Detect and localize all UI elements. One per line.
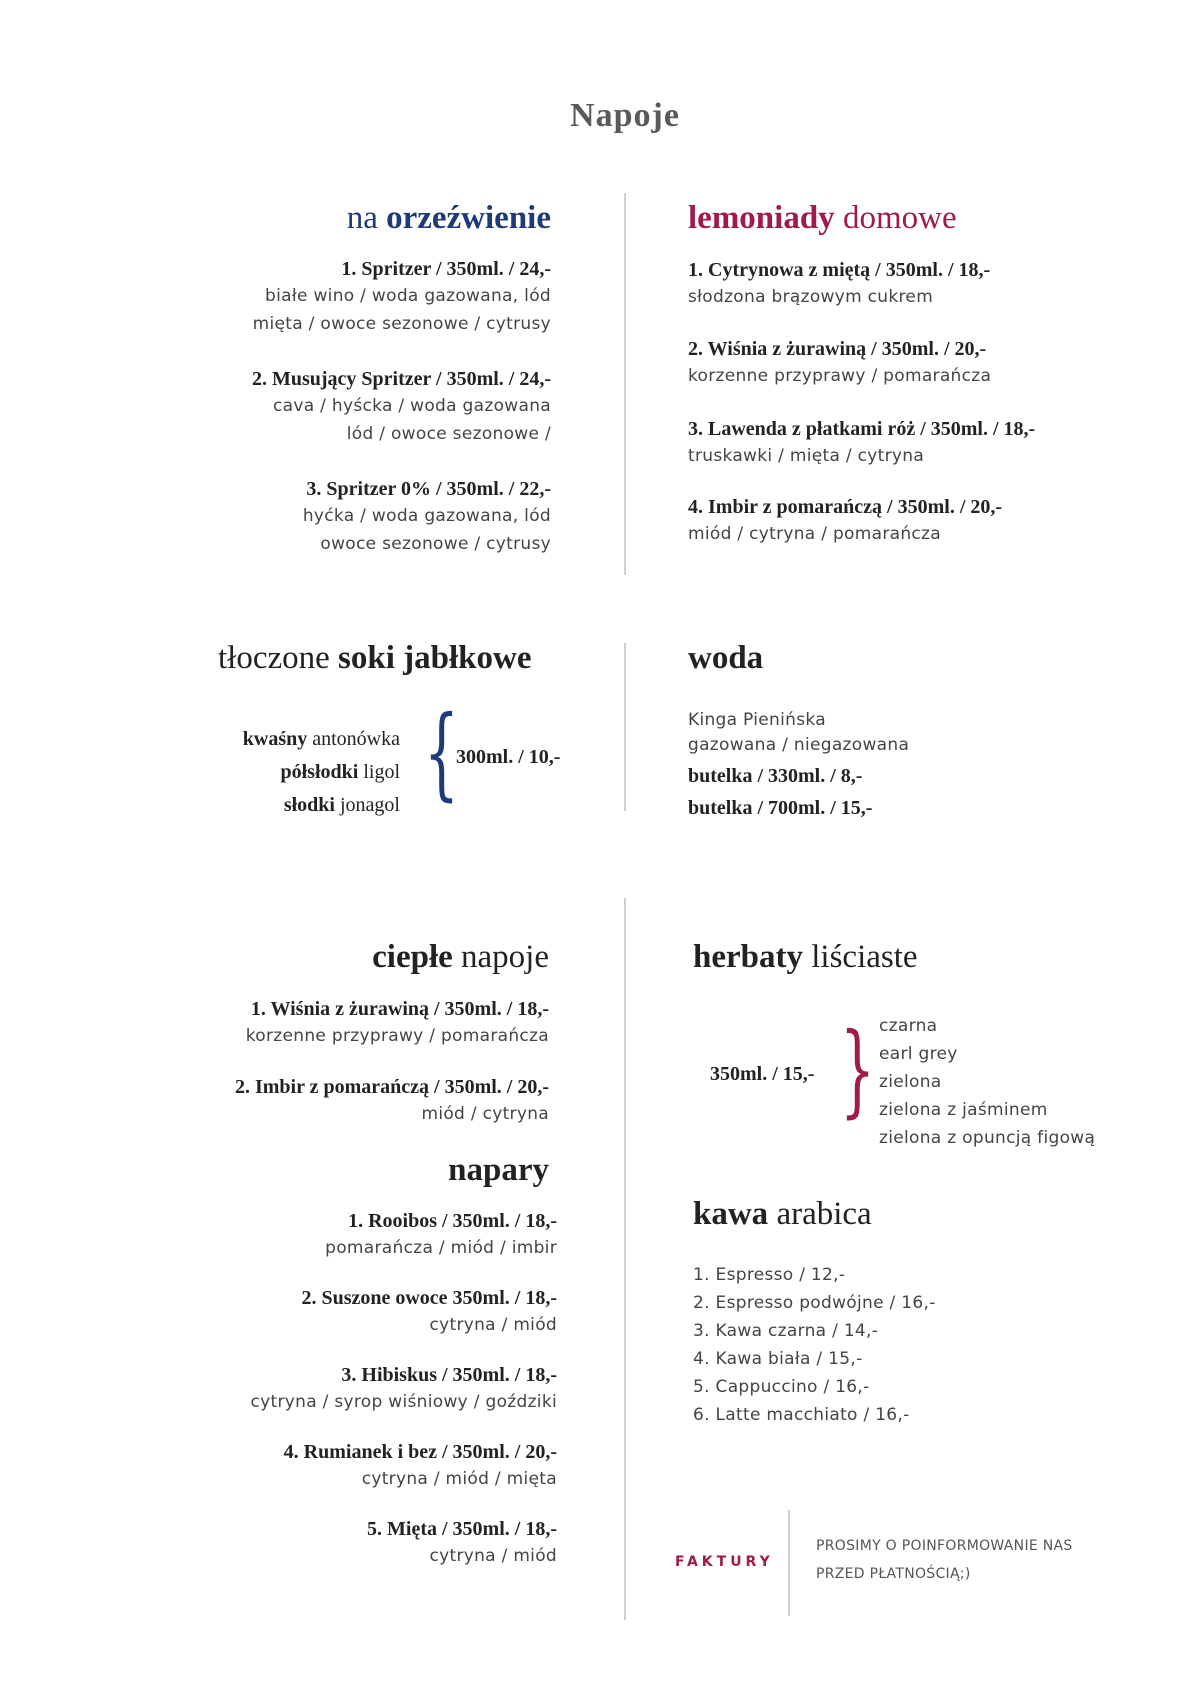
soki-variety-2: półsłodki ligol [280,761,400,783]
section-lemoniady-heading: lemoniady domowe [688,200,957,236]
divider-bottom [624,898,626,1620]
soki-varieties [243,723,400,822]
kawa-item: 6. Latte macchiato / 16,- [693,1405,910,1425]
woda-details: Kinga Pienińska gazowana / niegazowana butelka / 330ml. / 8,- butelka / 700ml. / 15,- [688,710,910,819]
section-woda-heading: woda [688,640,764,676]
napary-item-4: 4. Rumianek i bez / 350ml. / 20,- cytryna / miód / mięta [283,1441,557,1489]
kawa-item: 1. Espresso / 12,- [693,1265,846,1285]
section-kawa-heading: kawa arabica [693,1196,872,1232]
divider-top [624,193,626,575]
soki-price: 300ml. / 10,- [456,746,561,768]
lemoniady-item-4: 4. Imbir z pomarańczą / 350ml. / 20,- miód / cytryna / pomarańcza [688,496,1003,544]
orzezwienie-item-2: 2. Musujący Spritzer / 350ml. / 24,- cava / hyścka / woda gazowana lód / owoce sezonowe / [251,368,551,444]
lemoniady-item-3: 3. Lawenda z płatkami róż / 350ml. / 18,- truskawki / mięta / cytryna [688,418,1036,466]
section-napary-heading: napary [448,1152,549,1188]
herbaty-brace: } [840,1011,875,1128]
herbaty-types: czarna earl grey zielona zielona z jaśminem zielona z opuncją figową [879,1016,1096,1148]
kawa-item: 3. Kawa czarna / 14,- [693,1321,879,1341]
napary-item-1: 1. Rooibos / 350ml. / 18,- pomarańcza / miód / imbir [325,1210,557,1258]
divider-middle [624,643,626,811]
soki-variety-1: kwaśny antonówka [242,728,400,750]
napary-item-3: 3. Hibiskus / 350ml. / 18,- cytryna / syrop wiśniowy / goździki [250,1364,557,1412]
section-cieple-heading: ciepłe napoje [372,939,549,975]
page-title: Napoje [570,97,680,134]
napary-item-5: 5. Mięta / 350ml. / 18,- cytryna / miód [367,1518,557,1566]
lemoniady-item-2: 2. Wiśnia z żurawiną / 350ml. / 20,- korzenne przyprawy / pomarańcza [688,338,992,386]
cieple-item-1: 1. Wiśnia z żurawiną / 350ml. / 18,- korzenne przyprawy / pomarańcza [245,998,549,1046]
lemoniady-item-1: 1. Cytrynowa z miętą / 350ml. / 18,- słodzona brązowym cukrem [688,259,991,307]
orzezwienie-item-1: 1. Spritzer / 350ml. / 24,- białe wino / woda gazowana, lód mięta / owoce sezonowe / cytrusy [252,258,551,334]
section-herbaty-heading: herbaty liściaste [693,939,918,975]
kawa-item: 4. Kawa biała / 15,- [693,1349,863,1369]
napary-item-2: 2. Suszone owoce 350ml. / 18,- cytryna / miód [301,1287,557,1335]
section-soki-heading: tłoczone soki jabłkowe [218,640,532,676]
soki-variety-3: słodki jonagol [283,794,400,816]
orzezwienie-item-3: 3. Spritzer 0% / 350ml. / 22,- hyćka / woda gazowana, lód owoce sezonowe / cytrusy [302,478,551,554]
section-orzezwienie-heading: na orzeźwienie [346,200,551,236]
kawa-list [693,1261,936,1429]
kawa-item: 2. Espresso podwójne / 16,- [693,1293,936,1313]
divider-footer [788,1510,790,1616]
faktury-label: FAKTURY [675,1554,774,1570]
faktury-info: PROSIMY O POINFORMOWANIE NAS PRZED PŁATNOŚCIĄ;) [816,1538,1073,1582]
cieple-item-2: 2. Imbir z pomarańczą / 350ml. / 20,- miód / cytryna [234,1076,549,1124]
herbaty-price: 350ml. / 15,- [710,1063,815,1085]
kawa-item: 5. Cappuccino / 16,- [693,1377,870,1397]
soki-brace: { [424,694,459,811]
